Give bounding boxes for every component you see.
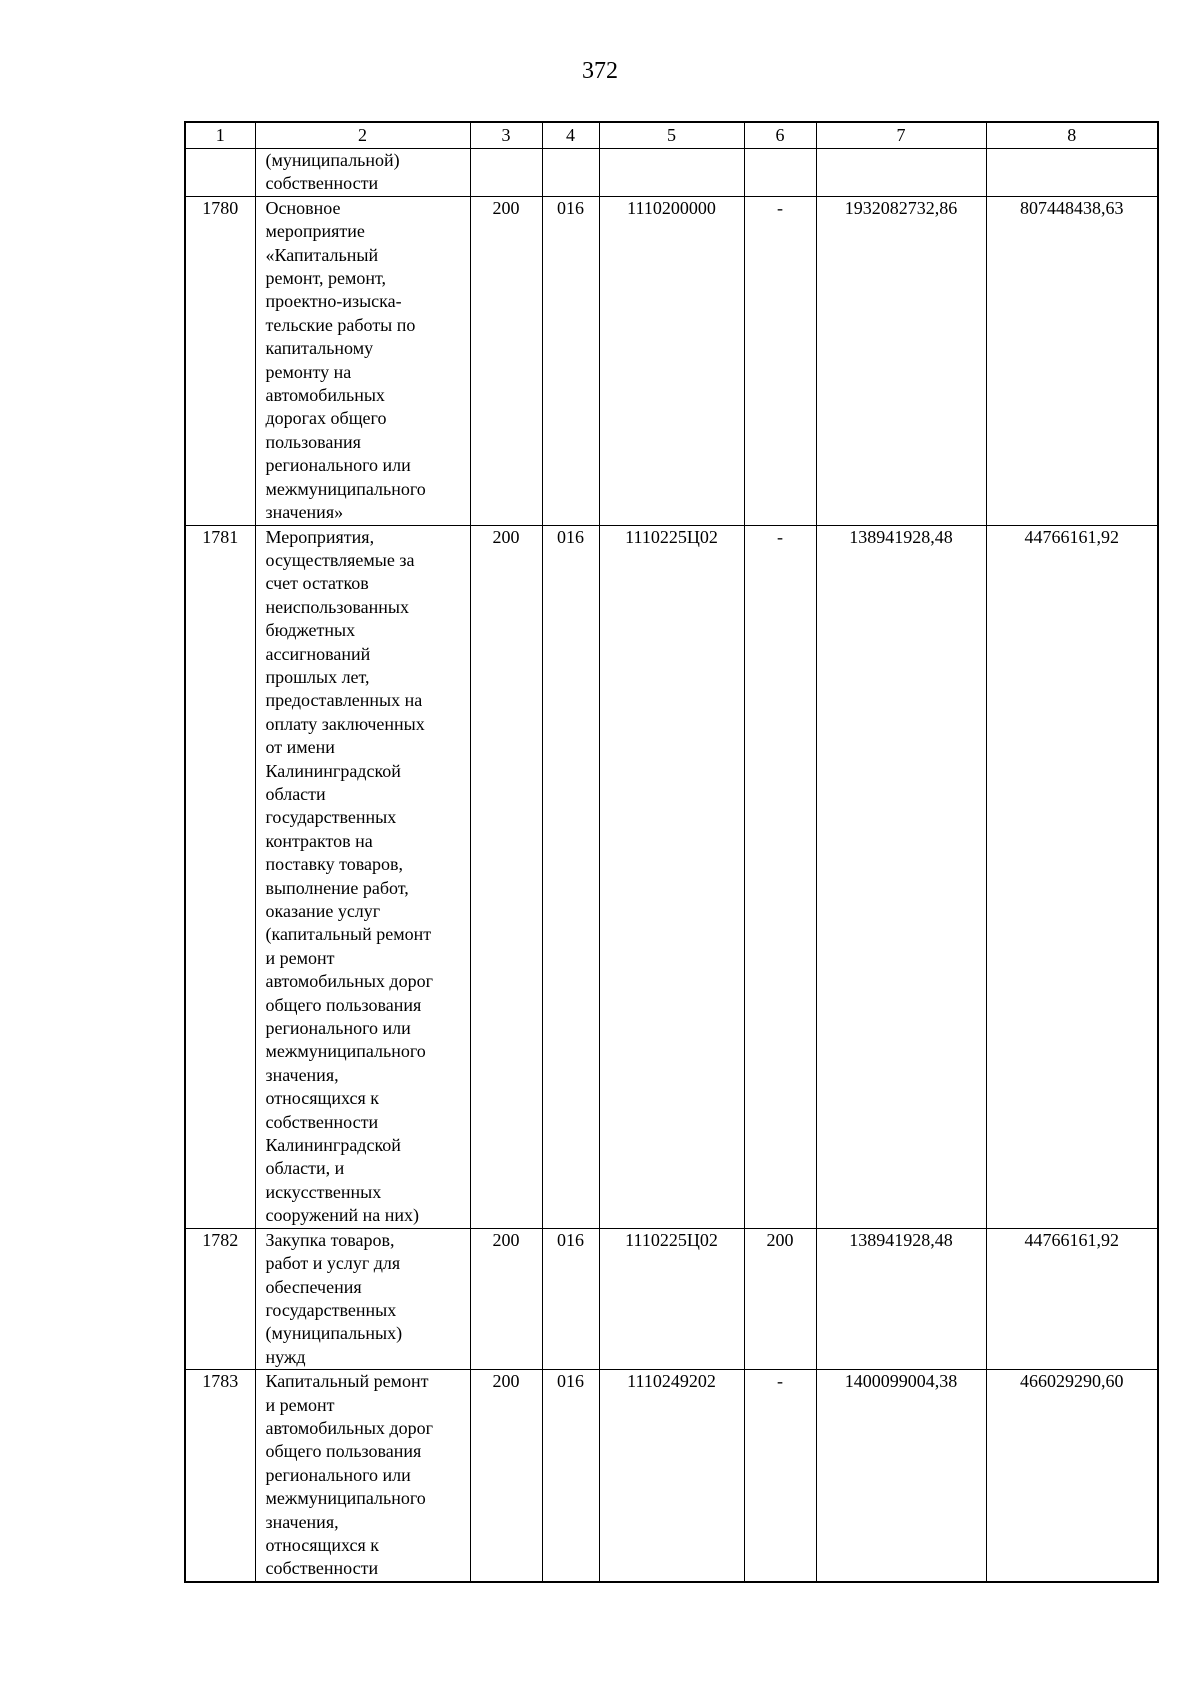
row-number-cell: [185, 149, 255, 197]
description-line: (муниципальной): [265, 150, 400, 170]
amount-7-cell: 138941928,48: [816, 525, 986, 1228]
description-cell: [255, 1228, 470, 1369]
code-3-cell: 200: [470, 1228, 542, 1369]
description-line: межмуниципального: [265, 1488, 426, 1509]
description-line: Капитальный ремонт: [265, 1371, 429, 1392]
row-number-cell: 1783: [185, 1370, 255, 1582]
description-line: контрактов на: [265, 830, 373, 851]
table-row: [185, 1228, 1158, 1369]
table-row: [185, 196, 1158, 525]
description-line: регионального или: [265, 455, 411, 476]
description-line: бюджетных: [265, 620, 356, 641]
description-line: нужд: [265, 1346, 306, 1367]
description-line: оказание услуг: [265, 901, 381, 921]
header-cell: 1: [185, 122, 255, 149]
description-line: предоставленных на: [265, 690, 423, 711]
budget-table: [184, 121, 1159, 1583]
description-line: Основное: [265, 197, 341, 218]
description-line: Калининградской: [265, 1135, 401, 1156]
code-6-cell: [744, 149, 816, 197]
code-3-cell: 200: [470, 196, 542, 525]
row-number-cell: 1780: [185, 196, 255, 525]
code-4-cell: 016: [542, 525, 599, 1228]
description-line: значения,: [265, 1511, 339, 1532]
description-line: оплату заключенных: [265, 713, 425, 734]
amount-7-cell: 1932082732,86: [816, 196, 986, 525]
description-cell: [255, 525, 470, 1228]
description-line: и ремонт: [265, 947, 335, 968]
code-4-cell: [542, 149, 599, 197]
code-4-cell: 016: [542, 196, 599, 525]
amount-7-cell: [816, 149, 986, 197]
code-5-cell: [599, 149, 744, 197]
description-line: «Капитальный: [265, 244, 379, 265]
description-line: собственности: [265, 1558, 379, 1579]
description-line: Калининградской: [265, 760, 401, 781]
row-number-cell: 1781: [185, 525, 255, 1228]
description-line: счет остатков: [265, 573, 369, 594]
description-line: осуществляемые за: [265, 549, 415, 570]
amount-8-cell: 466029290,60: [986, 1370, 1158, 1582]
description-line: поставку товаров,: [265, 854, 404, 875]
header-row: [185, 122, 1158, 149]
description-line: ремонт, ремонт,: [265, 268, 387, 289]
description-line: (муниципальных): [265, 1323, 403, 1344]
description-line: автомобильных дорог: [265, 1417, 433, 1438]
table-row: [185, 149, 1158, 197]
description-line: области, и: [265, 1158, 345, 1179]
code-4-cell: 016: [542, 1370, 599, 1582]
description-line: неиспользованных: [265, 596, 409, 617]
header-cell: 8: [986, 122, 1158, 149]
description-line: прошлых лет,: [265, 666, 370, 687]
description-line: тельские работы по: [265, 314, 416, 335]
code-6-cell: -: [744, 196, 816, 525]
code-5-cell: 1110225Ц02: [599, 525, 744, 1228]
description-line: Закупка товаров,: [265, 1229, 395, 1250]
description-line: межмуниципального: [265, 1041, 426, 1062]
code-5-cell: 1110249202: [599, 1370, 744, 1582]
description-line: области: [265, 783, 326, 804]
description-line: ремонту на: [265, 361, 352, 382]
description-line: автомобильных дорог: [265, 971, 433, 992]
description-line: пользования: [265, 431, 361, 452]
description-line: межмуниципального: [265, 478, 426, 499]
row-number-cell: 1782: [185, 1228, 255, 1369]
description-line: Мероприятия,: [265, 526, 375, 547]
amount-8-cell: 807448438,63: [986, 196, 1158, 525]
description-cell: [255, 1370, 470, 1582]
description-line: относящихся к: [265, 1088, 379, 1109]
description-line: дорогах общего: [265, 408, 387, 429]
description-line: регионального или: [265, 1464, 411, 1485]
description-line: обеспечения: [265, 1276, 362, 1297]
code-3-cell: 200: [470, 525, 542, 1228]
header-cell: 6: [744, 122, 816, 149]
description-line: автомобильных: [265, 385, 385, 406]
description-line: и ремонт: [265, 1394, 335, 1415]
description-line: сооружений на них): [265, 1205, 419, 1226]
description-line: собственности: [265, 173, 379, 194]
amount-7-cell: 138941928,48: [816, 1228, 986, 1369]
code-5-cell: 1110225Ц02: [599, 1228, 744, 1369]
page-number: 372: [582, 58, 618, 84]
description-line: ассигнований: [265, 643, 371, 664]
description-line: общего пользования: [265, 994, 422, 1015]
header-cell: 2: [255, 122, 470, 149]
table-row: [185, 1370, 1158, 1582]
description-line: проектно-изыска-: [265, 291, 402, 312]
header-cell: 4: [542, 122, 599, 149]
description-line: государственных: [265, 807, 397, 828]
description-line: мероприятие: [265, 221, 365, 242]
code-6-cell: 200: [744, 1228, 816, 1369]
code-3-cell: [470, 149, 542, 197]
header-cell: 3: [470, 122, 542, 149]
header-cell: 5: [599, 122, 744, 149]
description-line: общего пользования: [265, 1441, 422, 1462]
code-3-cell: 200: [470, 1370, 542, 1582]
description-line: (капитальный ремонт: [265, 924, 432, 945]
description-line: выполнение работ,: [265, 877, 409, 898]
description-line: значения,: [265, 1064, 339, 1085]
description-line: от имени: [265, 737, 335, 758]
amount-8-cell: 44766161,92: [986, 525, 1158, 1228]
code-6-cell: -: [744, 525, 816, 1228]
description-line: работ и услуг для: [265, 1253, 401, 1274]
amount-8-cell: 44766161,92: [986, 1228, 1158, 1369]
description-line: капитальному: [265, 338, 374, 359]
amount-7-cell: 1400099004,38: [816, 1370, 986, 1582]
amount-8-cell: [986, 149, 1158, 197]
description-line: государственных: [265, 1299, 397, 1320]
description-line: относящихся к: [265, 1534, 379, 1555]
description-line: регионального или: [265, 1018, 411, 1039]
code-4-cell: 016: [542, 1228, 599, 1369]
description-line: собственности: [265, 1111, 379, 1132]
description-cell: [255, 196, 470, 525]
code-5-cell: 1110200000: [599, 196, 744, 525]
description-line: искусственных: [265, 1181, 382, 1202]
code-6-cell: -: [744, 1370, 816, 1582]
header-cell: 7: [816, 122, 986, 149]
description-cell: [255, 149, 470, 197]
table-row: [185, 525, 1158, 1228]
description-line: значения»: [265, 502, 344, 523]
